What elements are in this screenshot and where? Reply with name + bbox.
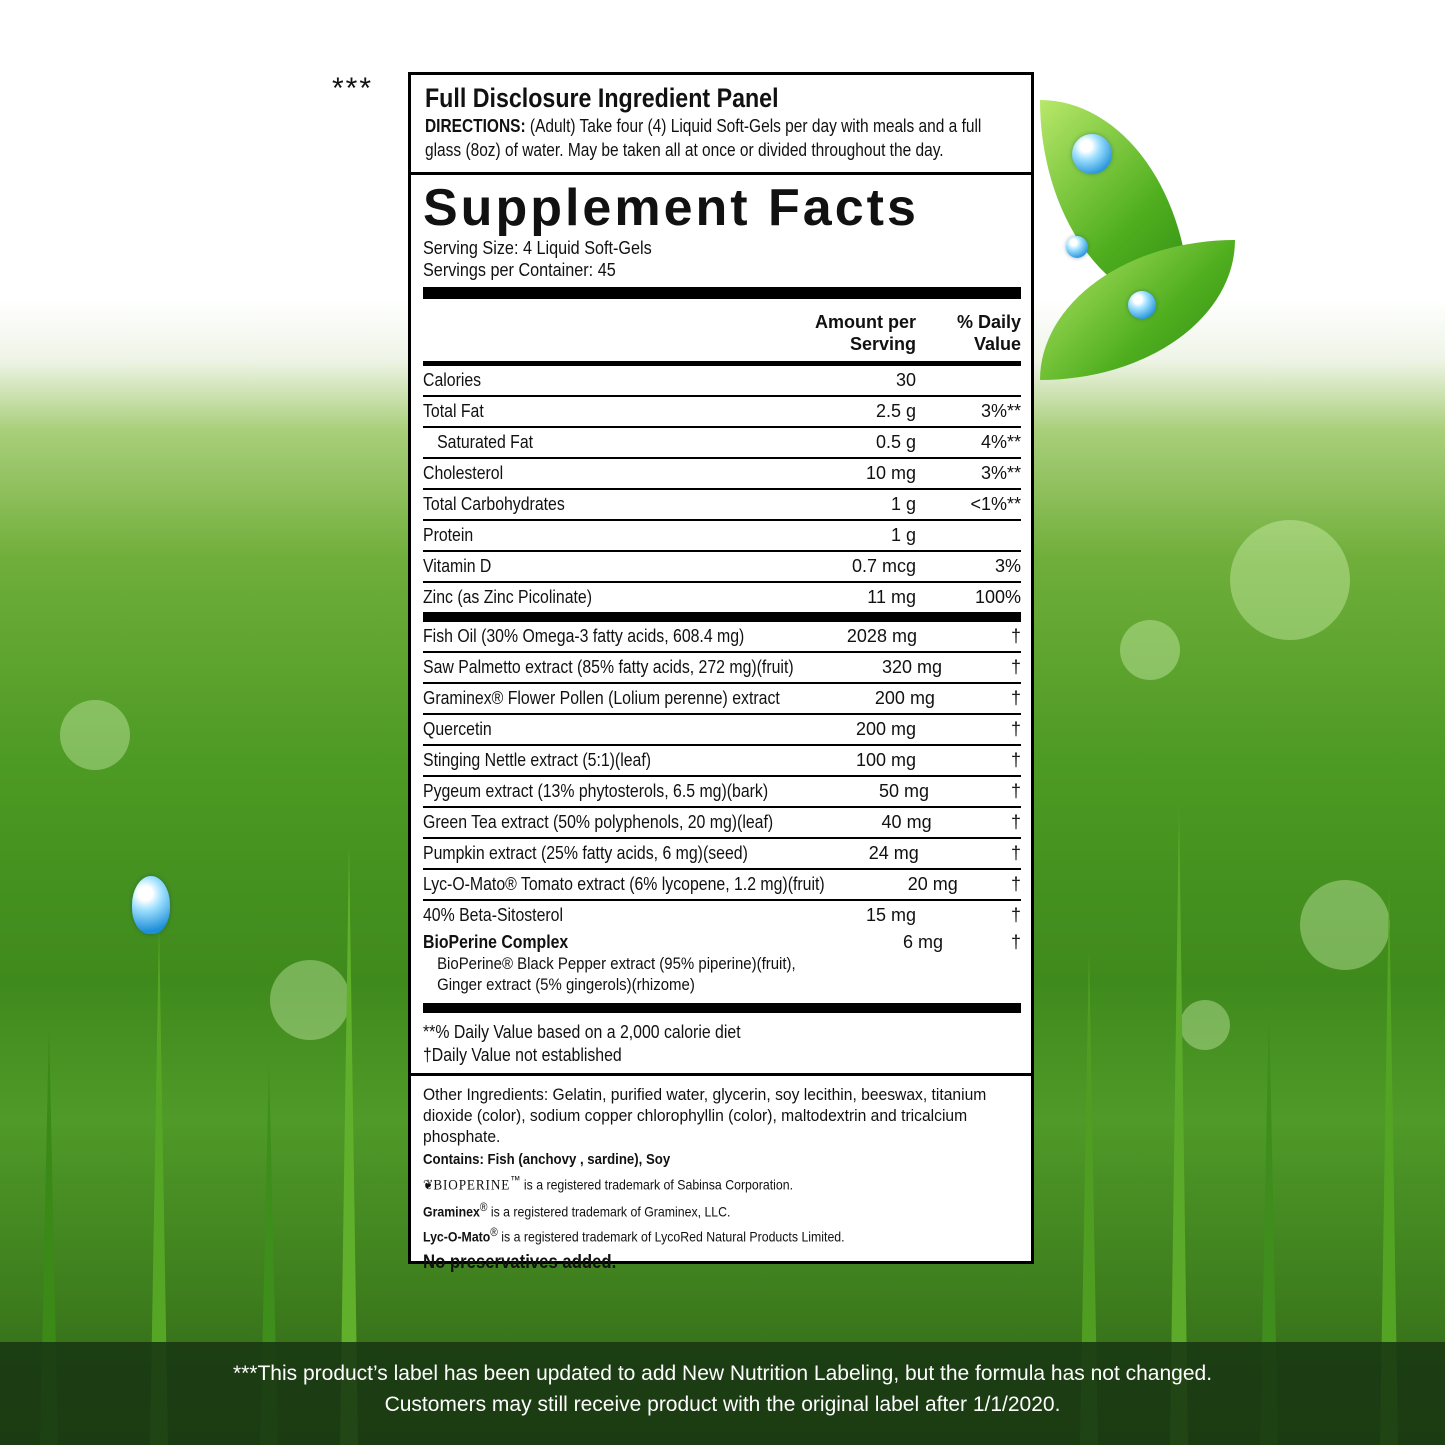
row-amount: 2028 mg — [846, 626, 917, 646]
lycomato-brand: Lyc-O-Mato — [423, 1228, 491, 1245]
row-name: Quercetin — [423, 719, 492, 739]
directions — [425, 114, 1018, 162]
table-row — [423, 839, 1021, 870]
footnote-dagger: †Daily Value not established — [423, 1045, 622, 1065]
row-amount: 1 g — [890, 525, 916, 545]
row-amount: 0.5 g — [875, 432, 916, 452]
row-amount: 200 mg — [874, 688, 935, 708]
bioperine-dv: † — [1010, 932, 1021, 952]
table-row — [423, 366, 1021, 397]
table-row — [423, 490, 1021, 521]
row-amount: 100 mg — [855, 750, 916, 770]
disclosure-title: Full Disclosure Ingredient Panel — [425, 83, 779, 113]
row-dv: 3%** — [980, 401, 1021, 421]
table-row — [423, 552, 1021, 583]
table-row — [423, 622, 1021, 653]
col-amount-header: Amount per Serving — [815, 312, 916, 354]
row-amount: 15 mg — [865, 905, 916, 925]
facts-title: Supplement Facts — [423, 179, 919, 237]
banner-line-2: Customers may still receive product with the original label after 1/1/2020. — [384, 1393, 1061, 1416]
table-row — [423, 715, 1021, 746]
bioperine-brand: BIOPERINE — [433, 1177, 511, 1194]
row-name: Lyc-O-Mato® Tomato extract (6% lycopene, 1.2 mg)(fruit) — [423, 874, 825, 894]
table-row — [423, 397, 1021, 428]
other-ingredients-section — [411, 1073, 1031, 1273]
trademark-text: is a registered trademark of Graminex, LLC. — [490, 1203, 731, 1220]
row-dv: 4%** — [980, 432, 1021, 452]
row-name: Saw Palmetto extract (85% fatty acids, 272 mg)(fruit) — [423, 657, 794, 677]
table-row — [423, 901, 1021, 930]
bioperine-name-block — [423, 932, 846, 995]
bokeh-light — [60, 700, 130, 770]
row-name: Green Tea extract (50% polyphenols, 20 mg)(leaf) — [423, 812, 774, 832]
trademark-text: is a registered trademark of Sabinsa Corporation. — [523, 1176, 793, 1193]
trademark-lycomato: Lyc-O-Mato® is a registered trademark of LycoRed Natural Products Limited. — [423, 1226, 845, 1245]
table-row — [423, 428, 1021, 459]
bokeh-light — [1120, 620, 1180, 680]
trademark-graminex: Graminex® is a registered trademark of Graminex, LLC. — [423, 1200, 731, 1220]
bioperine-amount: 6 mg — [903, 932, 944, 952]
row-name: Vitamin D — [423, 556, 492, 576]
table-row — [423, 808, 1021, 839]
divider-section — [423, 1003, 1021, 1013]
water-drop-icon — [1128, 291, 1156, 319]
bioperine-sub2: Ginger extract (5% gingerols)(rhizome) — [437, 975, 695, 994]
table-row — [423, 684, 1021, 715]
row-dv: <1%** — [970, 494, 1021, 514]
row-name: Graminex® Flower Pollen (Lolium perenne) extract — [423, 688, 780, 708]
row-dv: 3%** — [980, 463, 1021, 483]
row-name: Protein — [423, 525, 474, 545]
ingredient-rows — [423, 622, 1021, 930]
table-row — [423, 459, 1021, 490]
row-dv — [916, 366, 1021, 395]
row-amount: 1 g — [890, 494, 916, 514]
row-amount: 11 mg — [867, 587, 916, 607]
row-name: Calories — [423, 370, 482, 390]
allergen-contains: Contains: Fish (anchovy , sardine), Soy — [423, 1151, 671, 1168]
divider-thick — [423, 287, 1021, 299]
water-drop-icon — [132, 876, 170, 934]
row-amount: 2.5 g — [875, 401, 916, 421]
row-dv: † — [1010, 657, 1021, 677]
other-ingredients: Other Ingredients: Gelatin, purified water, glycerin, soy lecithin, beeswax, titanium dioxide (color), sodium copper chlorophyllin (color), maltodextrin and tricalcium phosphate. — [423, 1085, 987, 1146]
row-name: Pumpkin extract (25% fatty acids, 6 mg)(seed) — [423, 843, 748, 863]
row-amount: 20 mg — [907, 874, 958, 894]
col-dv-header: % Daily Value — [956, 312, 1021, 354]
row-amount: 50 mg — [879, 781, 930, 801]
row-dv — [916, 521, 1021, 550]
graminex-brand: Graminex — [423, 1203, 480, 1220]
row-amount: 24 mg — [868, 843, 919, 863]
row-dv: † — [1010, 626, 1021, 646]
table-row — [423, 521, 1021, 552]
row-dv: † — [1010, 905, 1021, 925]
row-name: Fish Oil (30% Omega-3 fatty acids, 608.4 mg) — [423, 626, 745, 646]
row-amount: 40 mg — [881, 812, 932, 832]
footnote-dv: **% Daily Value based on a 2,000 calorie diet — [423, 1022, 741, 1042]
row-name: 40% Beta-Sitosterol — [423, 905, 564, 925]
supplement-label-panel — [408, 72, 1034, 1273]
bokeh-light — [270, 960, 350, 1040]
row-name: Stinging Nettle extract (5:1)(leaf) — [423, 750, 652, 770]
row-amount: 30 — [895, 370, 916, 390]
table-row — [423, 777, 1021, 808]
row-name: Saturated Fat — [437, 432, 534, 452]
table-row — [423, 653, 1021, 684]
bokeh-light — [1230, 520, 1350, 640]
bokeh-light — [1300, 880, 1390, 970]
row-dv: † — [1010, 781, 1021, 801]
footnotes — [423, 1013, 949, 1073]
bioperine-row — [423, 930, 1021, 995]
directions-label: DIRECTIONS: — [425, 116, 526, 136]
row-dv: † — [1010, 688, 1021, 708]
bioperine-name: BioPerine Complex — [423, 932, 569, 952]
row-dv: † — [1010, 874, 1021, 894]
table-row — [423, 870, 1021, 901]
row-name: Cholesterol — [423, 463, 504, 483]
bioperine-sub1: BioPerine® Black Pepper extract (95% piperine)(fruit), — [437, 954, 796, 973]
row-amount: 320 mg — [881, 657, 942, 677]
row-amount: 200 mg — [855, 719, 916, 739]
row-amount: 0.7 mcg — [851, 556, 916, 576]
disclosure-section — [411, 75, 1031, 175]
row-dv: † — [1010, 812, 1021, 832]
directions-text: (Adult) Take four (4) Liquid Soft-Gels per day with meals and a full glass (8oz) of water. May be taken all at once or divided throughout the day. — [425, 116, 982, 160]
table-row — [423, 746, 1021, 777]
row-dv: 3% — [994, 556, 1021, 576]
column-headers — [423, 299, 1021, 366]
row-amount: 10 mg — [865, 463, 916, 483]
banner-line-1: ***This product’s label has been updated to add New Nutrition Labeling, but the formula has not changed. — [232, 1362, 1213, 1385]
serving-size: Serving Size: 4 Liquid Soft-Gels — [423, 238, 652, 258]
row-dv: 100% — [974, 587, 1021, 607]
nutrient-rows — [423, 366, 1021, 612]
water-drop-icon — [1072, 134, 1112, 174]
trademark-text: is a registered trademark of LycoRed Natural Products Limited. — [501, 1228, 845, 1245]
water-drop-icon — [1066, 236, 1088, 258]
row-name: Total Carbohydrates — [423, 494, 565, 514]
servings-per-container: Servings per Container: 45 — [423, 260, 616, 280]
asterisks-note-marker: *** — [332, 72, 374, 105]
table-row — [423, 583, 1021, 612]
row-name: Total Fat — [423, 401, 484, 421]
trademark-bioperine: ❦BIOPERINE™ is a registered trademark of Sabinsa Corporation. — [423, 1174, 793, 1194]
row-dv: † — [1010, 719, 1021, 739]
row-name: Pygeum extract (13% phytosterols, 6.5 mg)(bark) — [423, 781, 769, 801]
divider-section — [423, 612, 1021, 622]
row-dv: † — [1010, 750, 1021, 770]
row-dv: † — [1010, 843, 1021, 863]
label-update-banner — [0, 1342, 1445, 1445]
leaf-logo-icon: ❦ — [423, 1176, 434, 1193]
supplement-facts — [411, 179, 1031, 1073]
row-name: Zinc (as Zinc Picolinate) — [423, 587, 593, 607]
no-preservatives: No preservatives added. — [423, 1251, 617, 1273]
